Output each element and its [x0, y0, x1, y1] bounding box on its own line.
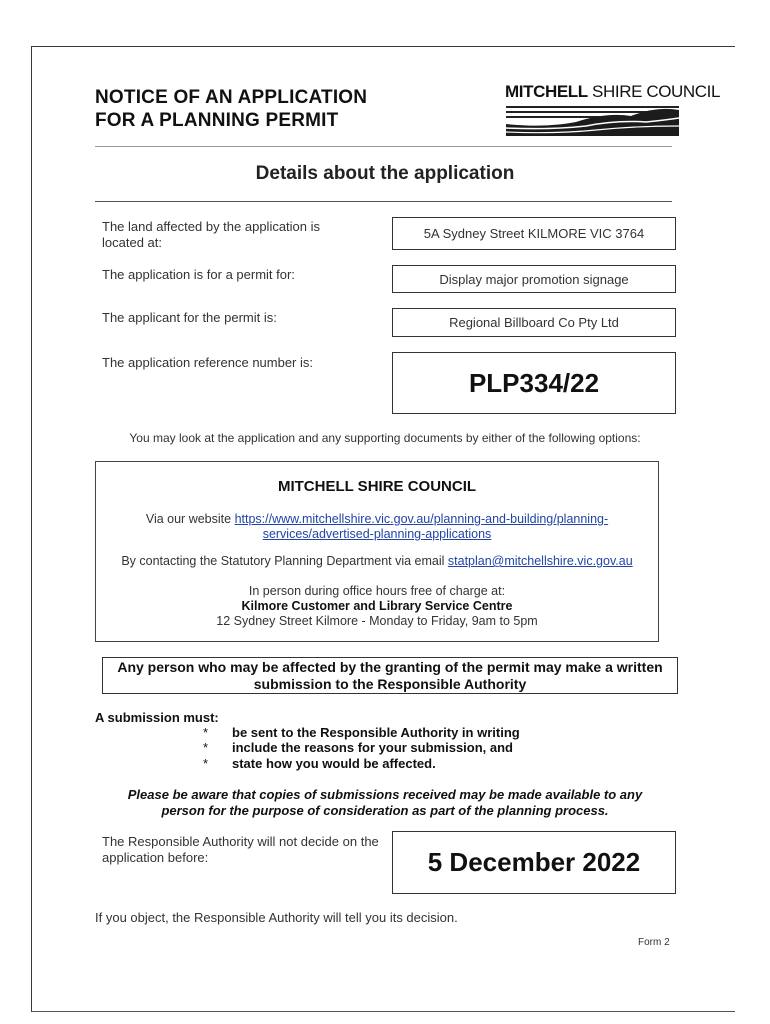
- options-intro: You may look at the application and any supporting documents by either of the following options:: [129, 431, 641, 445]
- website-link[interactable]: https://www.mitchellshire.vic.gov.au/planning-and-building/planning-: [234, 512, 609, 526]
- website-prefix: Via our website: [145, 512, 235, 526]
- submission-notice: Any person who may be affected by the granting of the permit may make a written submission to the Responsible Authority: [102, 657, 678, 694]
- privacy-notice: [0, 787, 770, 819]
- submission-bullet: [203, 756, 436, 771]
- permit-label: The application is for a permit for:: [102, 267, 295, 282]
- in-person-option: [95, 584, 659, 629]
- bullet-marker: *: [203, 740, 209, 755]
- applicant-label: The applicant for the permit is:: [102, 310, 277, 325]
- reference-number-box: PLP334/22: [392, 352, 676, 414]
- website-option: [95, 512, 659, 542]
- centre-address: 12 Sydney Street Kilmore - Monday to Friday, 9am to 5pm: [216, 614, 538, 628]
- council-name: MITCHELL SHIRE COUNCIL: [277, 478, 477, 495]
- bullet-text: state how you would be affected.: [232, 756, 436, 771]
- centre-name: Kilmore Customer and Library Service Centre: [241, 599, 513, 613]
- logo-rest: SHIRE COUNCIL: [587, 82, 721, 101]
- email-option: [95, 554, 659, 568]
- header-divider: [95, 146, 672, 147]
- objection-note: If you object, the Responsible Authority will tell you its decision.: [95, 910, 458, 925]
- email-prefix: By contacting the Statutory Planning Department via email: [121, 554, 448, 568]
- notice-title: [95, 86, 367, 132]
- reference-label: The application reference number is:: [102, 355, 314, 370]
- land-label: The land affected by the application is located at:: [102, 219, 321, 250]
- submission-bullet: [203, 740, 513, 755]
- heading-divider: [95, 201, 672, 202]
- bullet-marker: *: [203, 725, 209, 740]
- logo-bold: MITCHELL: [505, 82, 588, 101]
- details-heading: Details about the application: [255, 163, 515, 184]
- bullet-marker: *: [203, 756, 209, 771]
- decision-date-box: 5 December 2022: [392, 831, 676, 894]
- privacy-line-1: Please be aware that copies of submissions received may be made available to any: [127, 787, 643, 802]
- bullet-text: include the reasons for your submission, and: [232, 740, 513, 755]
- land-value-box: 5A Sydney Street KILMORE VIC 3764: [392, 217, 676, 250]
- form-number: Form 2: [638, 937, 670, 948]
- council-logo-text: [505, 82, 720, 102]
- applicant-value-box: Regional Billboard Co Pty Ltd: [392, 308, 676, 337]
- website-link-cont[interactable]: services/advertised-planning-applications: [262, 527, 492, 541]
- submission-bullet: [203, 725, 520, 740]
- title-line-2: FOR A PLANNING PERMIT: [95, 110, 339, 131]
- email-link[interactable]: statplan@mitchellshire.vic.gov.au: [447, 554, 633, 568]
- in-person-line: In person during office hours free of charge at:: [248, 584, 506, 598]
- title-line-1: NOTICE OF AN APPLICATION: [95, 87, 368, 108]
- permit-value-box: Display major promotion signage: [392, 265, 676, 293]
- submission-must-heading: A submission must:: [95, 710, 219, 725]
- bullet-text: be sent to the Responsible Authority in writing: [232, 725, 520, 740]
- council-logo-waves-icon: [506, 104, 679, 136]
- decision-label: The Responsible Authority will not decide on the application before:: [102, 834, 379, 865]
- privacy-line-2: person for the purpose of consideration as part of the planning process.: [161, 803, 609, 818]
